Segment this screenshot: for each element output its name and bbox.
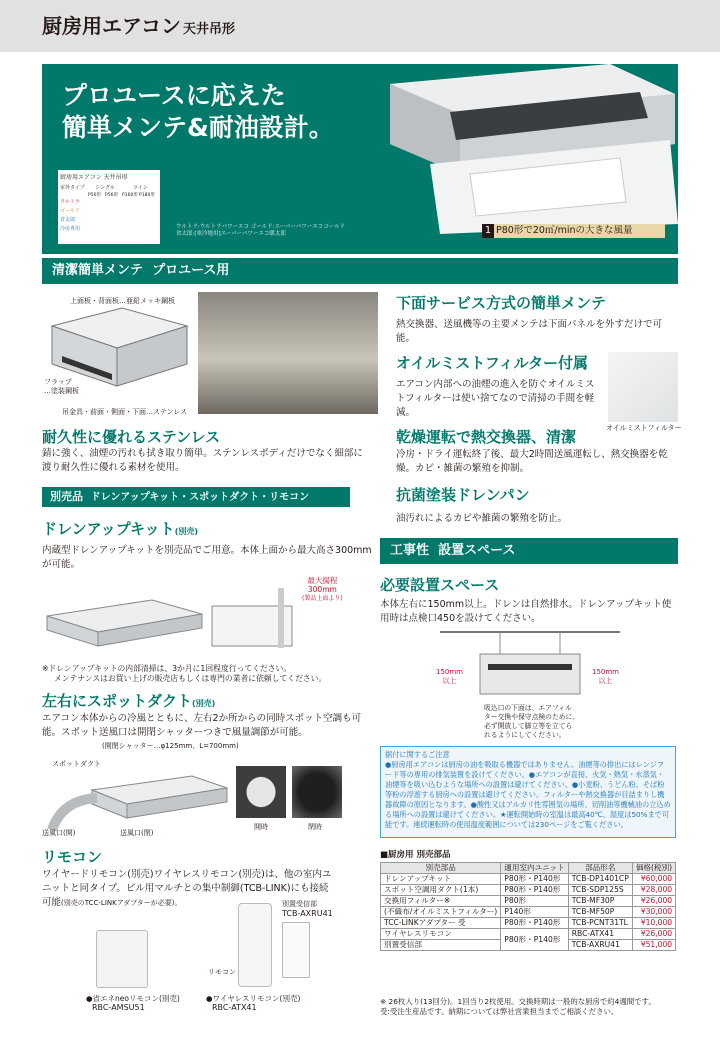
parts-table [380, 862, 676, 951]
duct-closed-label: 送風口(閉) [120, 829, 154, 837]
table-row: 交換用フィルター※ P80形 TCB-MF30P ¥26,000 [381, 896, 676, 907]
spot-duct-label: スポットダクト [52, 760, 101, 768]
shutter-closed-image [292, 766, 342, 818]
install-bar: 工事性 設置スペース [380, 538, 678, 564]
wireless-remote-caption: ●ワイヤレスリモコン(別売) RBC-ATX41 [206, 994, 301, 1012]
right-clearance-label: 150mm 以上 [592, 668, 619, 685]
drain-kit-body: 内蔵型ドレンアップキットを別売品でご用意。本体上面から最大高さ300mmが可能。 [42, 545, 372, 570]
wired-remote-image [96, 930, 148, 988]
remote-label: リモコン [208, 968, 236, 976]
ceiling-unit-image [370, 64, 678, 234]
table-header: 別売部品 [381, 863, 501, 874]
table-header: 価格(税別) [632, 863, 675, 874]
table-row: スポット空調用ダクト(1本) P80形・P140形 TCB-SDP125S ¥28,000 [381, 885, 676, 896]
receiver-image [282, 922, 310, 978]
dry-body: 冷房・ドライ運転終了後、最大2時間送風運転し、熱交換器を乾燥。カビ・雑菌の繁殖を抑制。 [396, 449, 668, 474]
table-row: 別置受信部 TCB-AXRU41 ¥51,000 [381, 940, 676, 951]
table-row: ドレンアップキット P80形・P140形 TCB-DP1401CP ¥60,000 [381, 874, 676, 885]
table-header: 適用室内ユニット [501, 863, 568, 874]
remote-heading: リモコン [42, 848, 103, 866]
space-note: 吸込口の下面は、エアフィル ター交換や保守点検のために、 必ず開放して脚立等を立てら れるようにしてください。 [484, 704, 580, 739]
oil-filter-body: エアコン内部への油煙の進入を防ぐオイルミストフィルターは使い捨てなので清掃の手間を軽減。 [396, 379, 595, 418]
remote-body: ワイヤードリモコン(別売)ワイヤレスリモコン(別売)は、他の室内ユニットと同タイプ。ビル用マルチとの集中制御(TCB-LINK)にも接続可能(別売のTCC-LINKアダプターが必要)。 [42, 869, 332, 908]
parts-footnote: ※ 26枚入り(13回分)。1回当り2枚使用。交換時期は一般的な厨房で約4週間です。 受:受注生産品です。納期については弊社営業担当までご相談ください。 [380, 997, 656, 1016]
spot-duct-spec: (開閉シャッター…φ125mm、L=700mm) [102, 742, 239, 750]
diagram-flap-label: フラップ …塗装鋼板 [44, 378, 79, 395]
space-heading: 必要設置スペース [380, 576, 500, 594]
spot-duct-body: エアコン本体からの冷風とともに、左右2か所からの同時スポット空調も可能。スポット送風口は開閉シャッターつきで風量調節が可能。 [42, 713, 362, 738]
parts-title: ■厨房用 別売部品 [380, 850, 451, 860]
oil-filter-image [608, 352, 678, 422]
oil-filter-caption: オイルミストフィルター [606, 424, 682, 432]
space-body: 本体左右に150mm以上。ドレンは自然排水。ドレンアップキット使用時は点検口450を設けてください。 [380, 599, 672, 624]
wireless-remote-image [238, 903, 272, 987]
options-bar: 別売品 ドレンアップキット・スポットダクト・リモコン [42, 487, 350, 507]
install-notice: 据付に関するご注意 ●厨房用エアコンは厨房の油を吸取る機器ではありません。油煙等の排出にはレンジフード等の専用の排気装置を設けてください。●エアコンが直接、火気・熱気・水蒸気・油煙等を吸い込むような場所への設置は避けてください。●小麦粉、うどん粉、そば粉等粉の浮遊する厨房への設置は避けてください。フィルターや熱交換器が目詰まりし機器故障の原因となります。●酸性又はアルカリ性雰囲気の場所、切削油等機械油の立込める場所への設置は避けてください。★運転開始時の室温は最高40℃、湿度は50%まで可能です。連続運転時の使用温度範囲については230ページをご覧ください。 [380, 746, 676, 838]
table-header: 部品形名 [568, 863, 632, 874]
left-clearance-label: 150mm 以上 [436, 668, 463, 685]
drain-pan-body: 油汚れによるカビや雑菌の繁殖を防止。 [396, 513, 568, 524]
table-row: ワイヤレスリモコン P80形・P140形 RBC-ATX41 ¥26,000 [381, 929, 676, 940]
table-header-row [381, 863, 676, 874]
drain-pan-heading: 抗菌塗装ドレンパン [396, 486, 530, 504]
stainless-body: 錆に強く、油煙の汚れも拭き取り簡単。ステンレスボディだけでなく細部に渡り耐久性に優れる素材を使用。 [42, 448, 363, 473]
diagram-top-label: 上面板・背面板…亜鉛メッキ鋼板 [70, 297, 175, 305]
section-maintenance-bar: 清潔簡単メンテ プロユース用 [42, 258, 678, 284]
drain-kit-max-label: 最大揚程 300mm (製品上面より) [302, 576, 343, 602]
page-title: 厨房用エアコン 天井吊形 [42, 14, 236, 38]
drain-kit-heading: ドレンアップキット(別売) [42, 520, 198, 538]
shutter-open-label: 開時 [254, 823, 268, 831]
oil-filter-heading: オイルミストフィルター付属 [396, 354, 589, 372]
drain-kit-diagram [42, 588, 332, 660]
wired-remote-caption: ●省エネneoリモコン(別売) RBC-AMSU51 [86, 994, 180, 1012]
drain-kit-note: ※ドレンアップキットの内部清掃は、3か月に1回程度行ってください。 メンテナンスはお買い上げの販売店もしくは専門の業者に依頼してください。 [42, 664, 327, 683]
receiver-label: 別置受信部 TCB-AXRU41 [282, 900, 333, 918]
duct-open-label: 送風口(開) [42, 829, 76, 837]
service-heading: 下面サービス方式の簡単メンテ [396, 294, 607, 312]
shutter-closed-label: 閉時 [308, 823, 322, 831]
spot-duct-heading: 左右にスポットダクト(別売) [42, 692, 216, 710]
hero-note: ウルトラ:ウルトラパワーエコ ゴールド:スーパーパワーエコゴールド 省太郎:[寒冷地用]スーパーパワーエコ暖太郎 [176, 224, 346, 237]
hero-caption: 1 P80形で20㎥/minの大きな風量 [482, 224, 665, 238]
dry-heading: 乾燥運転で熱交換器、清潔 [396, 428, 577, 446]
table-row: TCC-LINKアダプター 受 P80形・P140形 TCB-PCNT31TL ¥10,000 [381, 918, 676, 929]
kitchen-photo [198, 292, 378, 414]
stainless-heading: 耐久性に優れるステンレス [42, 428, 221, 446]
hero-headline: プロユースに応えた 簡単メンテ&耐油設計。 [62, 81, 334, 142]
service-body: 熱交換器、送風機等の主要メンテは下面パネルを外すだけで可能。 [396, 319, 663, 344]
shutter-open-image [236, 766, 286, 818]
lineup-legend: 厨房用エアコン 天井吊形 室外タイプ シングル ツイン P50形 P56形 P160形 P180形 ウルトラ ゴールド 省太郎 冷房専用 [58, 170, 160, 244]
diagram-bottom-label: 吊金具・前面・側面・下面…ステンレス [62, 408, 188, 416]
spot-duct-diagram [42, 760, 232, 838]
table-row: (不織布/オイルミストフィルター) P140形 TCB-MF50P ¥30,000 [381, 907, 676, 918]
